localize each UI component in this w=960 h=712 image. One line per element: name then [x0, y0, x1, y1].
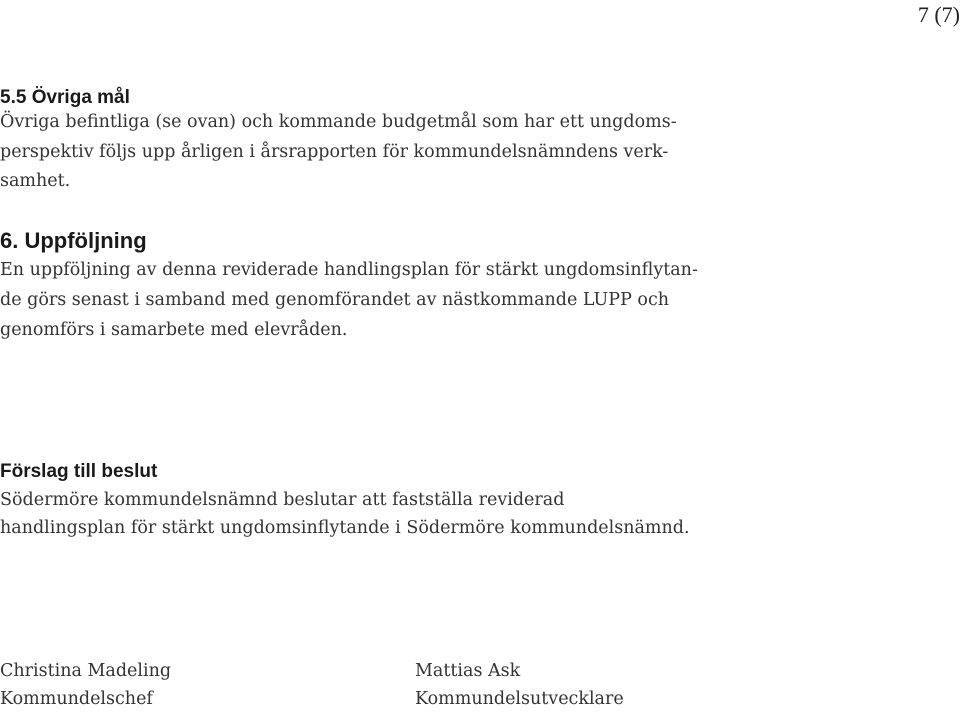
paragraph-line: En uppföljning av denna reviderade handlingsplan för stärkt ungdomsinflytan- [0, 260, 698, 280]
section-heading-ovriga-mal: 5.5 Övriga mål [0, 87, 130, 108]
signature-name-right: Mattias Ask [415, 661, 521, 681]
paragraph-line: Södermöre kommundelsnämnd beslutar att fastställa reviderad [0, 490, 565, 510]
section-heading-uppfoljning: 6. Uppföljning [0, 228, 147, 253]
paragraph-line: perspektiv följs upp årligen i årsrapporten för kommundelsnämndens verk- [0, 142, 669, 162]
paragraph-line: Övriga befintliga (se ovan) och kommande budgetmål som har ett ungdoms- [0, 112, 677, 132]
paragraph-line: de görs senast i samband med genomförandet av nästkommande LUPP och [0, 290, 670, 310]
signature-name-left: Christina Madeling [0, 661, 172, 681]
paragraph-line: genomförs i samarbete med elevråden. [0, 320, 348, 340]
page-number: 7 (7) [917, 2, 960, 27]
section-heading-forslag-till-beslut: Förslag till beslut [0, 461, 158, 482]
paragraph-line: handlingsplan för stärkt ungdomsinflytande i Södermöre kommundelsnämnd. [0, 518, 690, 538]
signature-title-right: Kommundelsutvecklare [415, 689, 624, 709]
signature-title-left: Kommundelschef [0, 689, 153, 709]
paragraph-line: samhet. [0, 171, 71, 191]
